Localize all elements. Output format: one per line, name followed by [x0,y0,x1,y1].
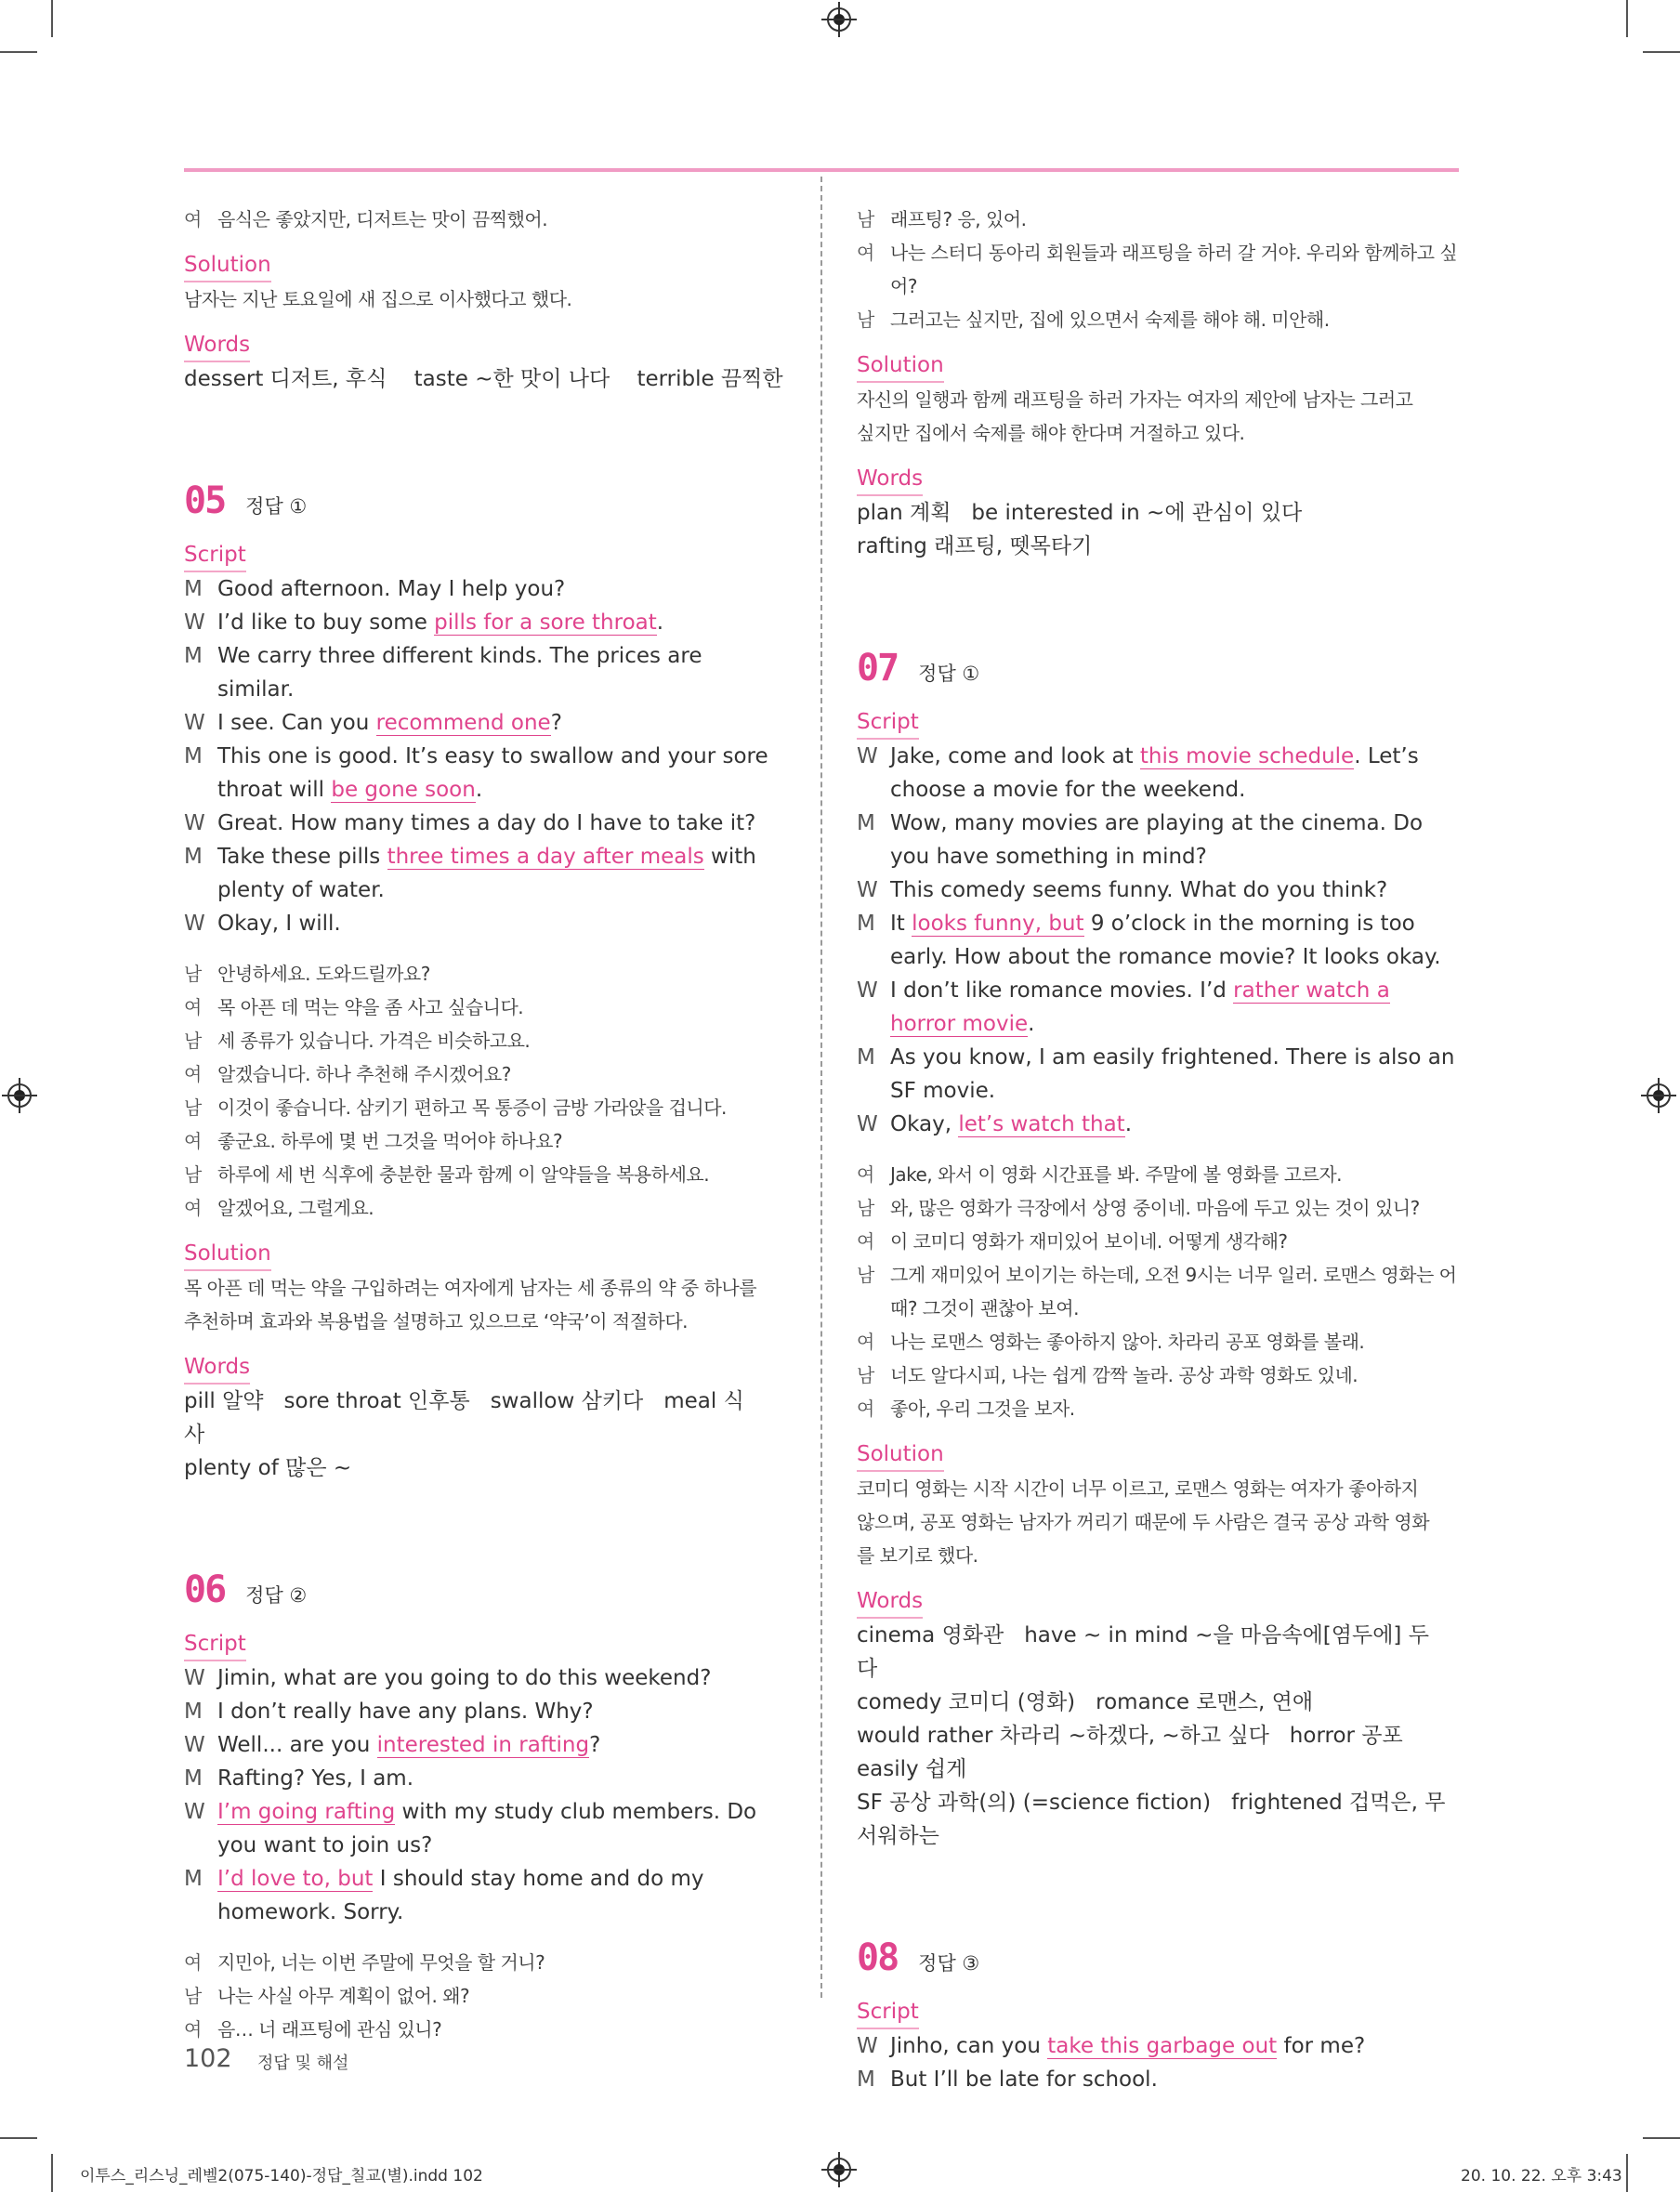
script-block [857,2029,1459,2096]
korean-text: 하루에 세 번 식후에 충분한 물과 함께 이 알약들을 복용하세요. [217,1163,710,1186]
underlined-answer: recommend one [375,711,551,735]
script-text: This one is good. It’s easy to swallow and your sore throat will be gone soon. [217,744,768,802]
korean-line [857,203,1459,236]
question-header [857,1936,1459,1979]
speaker-label: 여 [857,1163,874,1186]
question-number: 05 [184,479,226,522]
words-label: Words [184,1351,250,1385]
crop-mark [51,0,53,37]
underlined-answer: looks funny, but [912,912,1084,936]
underlined-answer: take this garbage out [1047,2034,1278,2058]
registration-mark-icon [827,2158,851,2182]
speaker-label: W [857,744,878,768]
korean-line [184,991,785,1024]
solution-line: 추천하며 효과와 복용법을 설명하고 있으므로 ‘약국’이 적절하다. [184,1310,689,1332]
korean-text: 그러고는 싶지만, 집에 있으면서 숙제를 해야 해. 미안해. [890,308,1330,331]
script-line [184,572,785,606]
script-line [184,840,785,907]
speaker-label: 여 [857,1398,874,1420]
speaker-label: M [184,1700,203,1724]
script-text: I’d love to, but I should stay home and do my homework. Sorry. [217,1867,704,1924]
speaker-label: 남 [184,1163,202,1186]
speaker-label: 여 [184,2018,202,2041]
speaker-label: 남 [184,1985,202,2007]
speaker-label: M [184,845,203,869]
script-text: Okay, let’s watch that. [890,1112,1132,1136]
script-line [184,1661,785,1695]
words-line [184,1385,785,1451]
korean-text: 지민아, 너는 이번 주말에 무엇을 할 거니? [217,1951,545,1974]
script-text: I don’t really have any plans. Why? [217,1700,594,1724]
speaker-label: M [184,1867,203,1891]
crop-mark [51,2154,53,2192]
speaker-label: M [857,912,875,936]
korean-line [184,1057,785,1091]
script-label: Script [184,539,246,572]
script-line [184,606,785,639]
script-line [184,807,785,840]
speaker-label: W [184,610,205,635]
korean-line [184,1158,785,1191]
korean-line [184,1091,785,1124]
speaker-label: W [184,1733,205,1757]
solution-line: 목 아픈 데 먹는 약을 구입하려는 여자에게 남자는 세 종류의 약 중 하나를 [184,1277,757,1299]
korean-line [184,1124,785,1158]
speaker-label: M [184,577,203,601]
left-column [184,203,785,2046]
korean-text: Jake, 와서 이 영화 시간표를 봐. 주말에 볼 영화를 고르자. [890,1163,1343,1186]
korean-line [857,1359,1459,1392]
script-line [857,740,1459,807]
word-entry: pill 알약 [184,1389,264,1413]
word-entry: easily 쉽게 [857,1757,967,1781]
registration-mark-icon [1647,1083,1671,1108]
speaker-label: W [184,1666,205,1690]
underlined-answer: I’d love to, but [217,1867,374,1891]
script-line [184,907,785,940]
script-text: Good afternoon. May I help you? [217,577,566,601]
speaker-label: 여 [184,1063,202,1085]
korean-text: 안녕하세요. 도와드릴까요? [217,963,430,985]
question-number: 06 [184,1569,226,1611]
speaker-label: 남 [857,1264,874,1286]
script-text: Jimin, what are you going to do this weekend? [217,1666,712,1690]
solution-label: Solution [857,1438,944,1472]
script-line [184,639,785,706]
word-entry: sore throat 인후통 [283,1389,470,1413]
words-label: Words [184,329,250,362]
script-text: Great. How many times a day do I have to take it? [217,811,756,835]
speaker-label: W [857,978,878,1003]
word-entry: SF 공상 과학(의) (=science fiction) [857,1791,1212,1815]
korean-translation [857,203,1459,336]
korean-line [184,1979,785,2013]
word-entry: would rather 차라리 ~하겠다, ~하고 싶다 [857,1724,1269,1748]
crop-mark [1643,2137,1680,2139]
speaker-label: 남 [857,208,874,230]
script-line [184,706,785,740]
speaker-label: 남 [857,308,874,331]
speaker-label: 여 [857,1230,874,1253]
script-block [184,1661,785,1929]
korean-line [857,303,1459,336]
words-line [857,530,1459,563]
speaker-label: M [857,811,875,835]
script-line [857,974,1459,1041]
script-line [857,907,1459,974]
speaker-label: W [857,878,878,902]
solution-line: 를 보기로 했다. [857,1544,978,1567]
word-entry: plan 계획 [857,501,952,525]
script-label: Script [857,1996,919,2029]
underlined-answer: this movie schedule [1139,744,1355,768]
word-entry: comedy 코미디 (영화) [857,1690,1076,1714]
registration-mark-icon [7,1083,32,1108]
page-subtitle: 정답 및 해설 [257,2054,349,2073]
word-entry: meal 식사 [184,1389,744,1447]
korean-line [184,2013,785,2046]
script-line [857,1108,1459,1141]
korean-text: 알겠습니다. 하나 추천해 주시겠어요? [217,1063,511,1085]
solution-line: 싶지만 집에서 숙제를 해야 한다며 거절하고 있다. [857,422,1245,444]
korean-text: 나는 사실 아무 계획이 없어. 왜? [217,1985,470,2007]
crop-mark [1643,51,1680,53]
answer-label: 정답 ③ [918,1952,980,1975]
script-text: I don’t like romance movies. I’d rather watch a horror movie. [890,978,1390,1036]
script-text: Jake, come and look at this movie schedule. Let’s choose a movie for the weekend. [890,744,1419,802]
solution-label: Solution [857,349,944,383]
script-text: Well... are you interested in rafting? [217,1733,601,1757]
word-entry: cinema 영화관 [857,1623,1004,1647]
speaker-label: W [184,912,205,936]
korean-translation [857,1158,1459,1425]
underlined-answer: I’m going rafting [217,1800,396,1824]
script-line [857,1041,1459,1108]
script-text: This comedy seems funny. What do you think? [890,878,1388,902]
answer-label: 정답 ② [245,1584,308,1607]
question-header [857,647,1459,689]
script-text: Okay, I will. [217,912,341,936]
question-header [184,479,785,522]
korean-line [184,1946,785,1979]
korean-text: 좋아, 우리 그것을 보자. [890,1398,1075,1420]
speaker-label: M [857,1045,875,1070]
korean-text: 래프팅? 응, 있어. [890,208,1027,230]
korean-text: 알겠어요, 그럴게요. [217,1197,374,1219]
word-entry: rafting 래프팅, 뗏목타기 [857,534,1093,558]
words-block [857,496,1459,563]
question-number: 08 [857,1936,899,1979]
word-entry: plenty of 많은 ~ [184,1456,352,1480]
words-line [857,1619,1459,1686]
words-line [857,1786,1459,1853]
answer-label: 정답 ① [245,495,308,518]
korean-translation [184,957,785,1225]
korean-text: 그게 재미있어 보이기는 하는데, 오전 9시는 너무 일러. 로맨스 영화는 어때? 그것이 괜찮아 보여. [890,1264,1457,1319]
script-line [184,1862,785,1929]
speaker-label: M [184,744,203,768]
question-header [184,1569,785,1611]
crop-mark [0,2137,37,2139]
file-info: 이투스_리스닝_레벨2(075-140)-정답_칠교(별).indd 102 [80,2167,483,2185]
korean-text: 와, 많은 영화가 극장에서 상영 중이네. 마음에 두고 있는 것이 있니? [890,1197,1420,1219]
speaker-label: W [857,2034,878,2058]
korean-line [857,1392,1459,1425]
crop-mark [1626,0,1628,37]
underlined-answer: be gone soon [331,778,476,802]
korean-line [857,1225,1459,1258]
script-text: I’m going rafting with my study club members. Do you want to join us? [217,1800,757,1857]
korean-line [857,1325,1459,1359]
underlined-answer: interested in rafting [376,1733,590,1757]
script-text: I’d like to buy some pills for a sore throat. [217,610,664,635]
words-line [857,1719,1459,1786]
words-block [857,1619,1459,1853]
speaker-label: 여 [184,996,202,1018]
korean-text: 목 아픈 데 먹는 약을 좀 사고 싶습니다. [217,996,524,1018]
korean-text: 나는 스터디 동아리 회원들과 래프팅을 하러 갈 거야. 우리와 함께하고 싶어? [890,242,1458,297]
speaker-label: M [857,2067,875,2092]
word-entry: horror 공포 [1289,1724,1403,1748]
speaker-label: M [184,1766,203,1791]
script-line [857,807,1459,873]
registration-mark-icon [827,7,851,32]
words-label: Words [857,463,923,496]
speaker-label: W [857,1112,878,1136]
korean-text: 음… 너 래프팅에 관심 있니? [217,2018,442,2041]
korean-text: 좋군요. 하루에 몇 번 그것을 먹어야 하나요? [217,1130,563,1152]
script-line [184,740,785,807]
question-number: 07 [857,647,899,689]
speaker-label: 여 [184,1197,202,1219]
word-entry: be interested in ~에 관심이 있다 [971,501,1303,525]
korean-text: 세 종류가 있습니다. 가격은 비슷하고요. [217,1030,531,1052]
korean-line [857,1158,1459,1191]
script-text: As you know, I am easily frightened. There is also an SF movie. [890,1045,1455,1103]
script-label: Script [857,706,919,740]
script-text: Take these pills three times a day after meals with plenty of water. [217,845,756,902]
korean-translation [184,1946,785,2046]
speaker-label: 남 [184,1096,202,1119]
solution-text: 남자는 지난 토요일에 새 집으로 이사했다고 했다. [184,288,572,310]
korean-line [857,1191,1459,1225]
header-rule [184,168,1459,172]
solution-line: 코미디 영화는 시작 시간이 너무 이르고, 로맨스 영화는 여자가 좋아하지 [857,1477,1419,1500]
speaker-label: 남 [857,1364,874,1386]
korean-text: 이 코미디 영화가 재미있어 보이네. 어떻게 생각해? [890,1230,1288,1253]
solution-line: 않으며, 공포 영화는 남자가 꺼리기 때문에 두 사람은 결국 공상 과학 영화 [857,1511,1430,1533]
word-entry: romance 로맨스, 연애 [1096,1690,1314,1714]
speaker-label: 여 [857,242,874,264]
script-text: Rafting? Yes, I am. [217,1766,414,1791]
script-line [184,1795,785,1862]
korean-text: 나는 로맨스 영화는 좋아하지 않아. 차라리 공포 영화를 볼래. [890,1331,1365,1353]
korean-line: 여 음식은 좋았지만, 디저트는 맛이 끔찍했어. [184,208,548,230]
korean-text: 이것이 좋습니다. 삼키기 편하고 목 통증이 금방 가라앉을 겁니다. [217,1096,727,1119]
word-entry: have ~ in mind ~을 마음속에[염두에] 두다 [857,1623,1429,1681]
words-label: Words [857,1585,923,1619]
words-line [184,1451,785,1485]
words-block [184,1385,785,1485]
column-divider [820,177,822,1998]
script-text: Wow, many movies are playing at the cinema. Do you have something in mind? [890,811,1424,869]
speaker-label: 남 [857,1197,874,1219]
page-number: 102 [184,2044,232,2073]
script-block [857,740,1459,1141]
words-line [857,1686,1459,1719]
words-line [857,496,1459,530]
speaker-label: 여 [857,1331,874,1353]
crop-mark [0,51,37,53]
script-line [184,1728,785,1762]
script-line [857,873,1459,907]
korean-line [857,1258,1459,1325]
right-column [857,203,1459,2096]
script-text: I see. Can you recommend one? [217,711,562,735]
speaker-label: 여 [184,1951,202,1974]
underlined-answer: pills for a sore throat [434,610,657,635]
script-label: Script [184,1628,246,1661]
speaker-label: 남 [184,1030,202,1052]
script-line [857,2063,1459,2096]
underlined-answer: rather watch a horror movie [890,978,1390,1036]
script-line [857,2029,1459,2063]
crop-mark [1626,2154,1628,2192]
script-text: It looks funny, but 9 o’clock in the morning is too early. How about the romance movie? It looks okay. [890,912,1441,969]
speaker-label: W [184,811,205,835]
korean-line [184,1024,785,1057]
script-text: But I’ll be late for school. [890,2067,1158,2092]
script-block [184,572,785,940]
script-text: We carry three different kinds. The prices are similar. [217,644,702,702]
word-entry: swallow 삼키다 [490,1389,644,1413]
words-line: dessert 디저트, 후식 taste ~한 맛이 나다 terrible 끔찍한 [184,367,783,391]
underlined-answer: let’s watch that [958,1112,1125,1136]
script-text: Jinho, can you take this garbage out for me? [890,2034,1366,2058]
answer-label: 정답 ① [918,663,980,685]
speaker-label: M [184,644,203,668]
print-timestamp: 20. 10. 22. 오후 3:43 [1461,2167,1622,2185]
word-entry: frightened 겁먹은, 무서워하는 [857,1791,1446,1848]
speaker-label: 여 [184,1130,202,1152]
script-line [184,1695,785,1728]
solution-line: 자신의 일행과 함께 래프팅을 하러 가자는 여자의 제안에 남자는 그러고 [857,388,1413,411]
korean-line [184,957,785,991]
korean-line [184,1191,785,1225]
speaker-label: W [184,1800,205,1824]
solution-label: Solution [184,1238,271,1271]
speaker-label: W [184,711,205,735]
solution-label: Solution [184,249,271,282]
korean-line [857,236,1459,303]
script-line [184,1762,785,1795]
underlined-answer: three times a day after meals [387,845,704,869]
speaker-label: 남 [184,963,202,985]
korean-text: 너도 알다시피, 나는 쉽게 깜짝 놀라. 공상 과학 영화도 있네. [890,1364,1358,1386]
